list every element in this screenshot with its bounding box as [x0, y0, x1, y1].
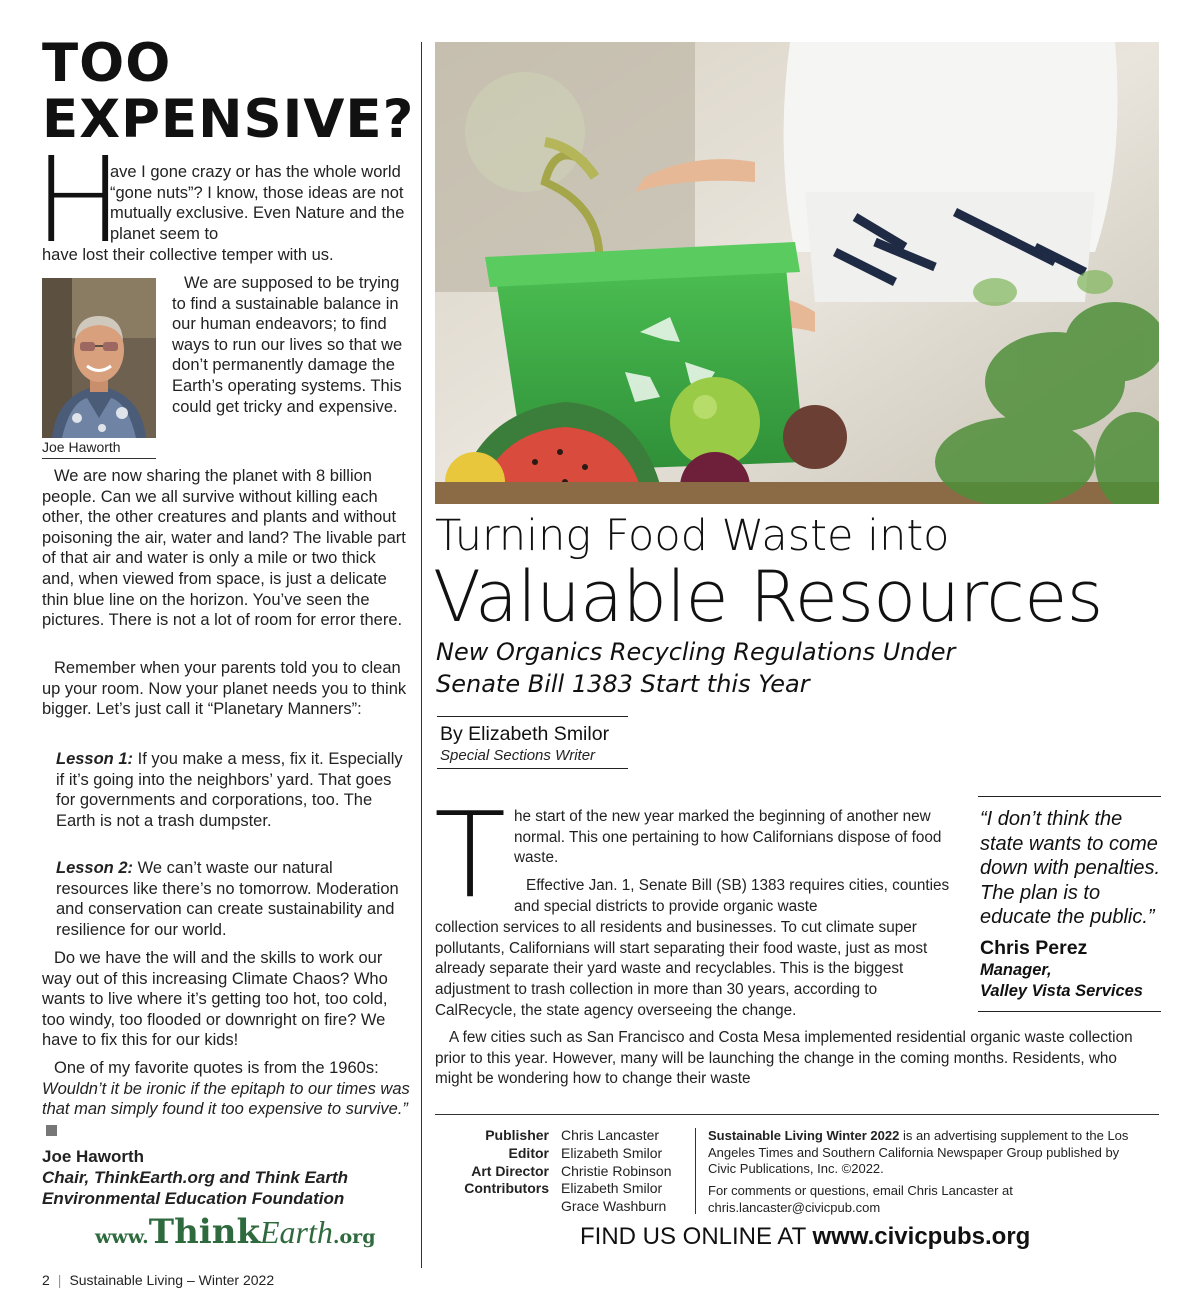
supplement-title: Sustainable Living Winter 2022 [708, 1128, 900, 1143]
masthead-label: Publisher [485, 1127, 549, 1143]
subheadline-line: New Organics Recycling Regulations Under [436, 638, 956, 666]
intro-paragraph-tail: have lost their collective temper with us. [42, 246, 334, 264]
website-link[interactable]: www.civicpubs.org [812, 1223, 1031, 1250]
page-footer [42, 1271, 274, 1289]
masthead-row [435, 1180, 696, 1198]
publication-name: Sustainable Living – Winter 2022 [69, 1272, 275, 1288]
pull-quote-role [980, 960, 1161, 1003]
article-paragraph-tail: collection services to all residents and businesses. To cut climate super pollutants, Californians will start separating their food waste, just as most already separate their yard waste and recyclables. This is the biggest adjustment to trash collection in more than 30 years, according to CalRecycle, the state agency overseeing the change. [435, 919, 928, 1019]
masthead-row [435, 1127, 696, 1145]
pull-quote [978, 796, 1161, 1012]
supplement-notice [708, 1128, 1138, 1178]
pull-quote-role-line: Valley Vista Services [980, 982, 1143, 1000]
masthead-row [435, 1145, 696, 1163]
paragraph: We are now sharing the planet with 8 billion people. Can we all survive without killing each other, the other creatures and plants and without poisoning the air, water and land? The livable part of that air and water is only a mile or two thick and, when viewed from space, is just a delicate thin blue line on the horizon. You’ve seen the pictures. There is not a lot of room for error there. [42, 467, 406, 630]
masthead-label: Art Director [471, 1162, 549, 1179]
article-paragraph: A few cities such as San Francisco and Costa Mesa implemented residential organic waste collection prior to this year. However, many will be launching the change in the coming months. Residents, who might be wondering how to change their waste [435, 1029, 1133, 1088]
masthead-value: Elizabeth Smilor [561, 1180, 663, 1197]
masthead-label [435, 1198, 561, 1216]
dropcap: T [434, 786, 507, 924]
quote-lead: One of my favorite quotes is from the 1960s: [54, 1059, 379, 1077]
footer-rule [435, 1114, 1159, 1115]
footer-separator: | [57, 1272, 62, 1288]
lesson-2 [56, 858, 406, 940]
page-number: 2 [42, 1272, 50, 1288]
subheadline-line: Senate Bill 1383 Start this Year [436, 670, 810, 698]
pull-quote-text: “I don’t think the state wants to come down with penalties. The plan is to educate the public.” [980, 808, 1161, 928]
subheadline [436, 636, 955, 700]
article-paragraph: he start of the new year marked the beginning of another new normal. This one pertaining to how Californians dispose of food waste. [514, 808, 942, 867]
photo-caption: Joe Haworth [42, 438, 156, 459]
byline-name: By Elizabeth Smilor [440, 723, 610, 745]
logo-www: www. [95, 1226, 149, 1248]
signature-name: Joe Haworth [42, 1147, 145, 1166]
online-lead: FIND US ONLINE AT [580, 1223, 813, 1250]
intro-paragraph: ave I gone crazy or has the whole world “gone nuts”? I know, those ideas are not mutually exclusive. Even Nature and the planet seem to [110, 163, 405, 243]
author-photo [42, 278, 156, 438]
pull-quote-role-line: Manager, [980, 960, 1052, 979]
logo-earth: Earth [260, 1214, 333, 1250]
lesson-text: We can’t waste our natural resources like there’s no tomorrow. Moderation and conservation can create sustainability and resilience for our world. [56, 859, 399, 939]
masthead-value: Elizabeth Smilor [561, 1144, 663, 1161]
signature-role: Chair, ThinkEarth.org and Think Earth [42, 1168, 349, 1187]
signature-role: Environmental Education Foundation [42, 1189, 345, 1208]
masthead [435, 1127, 696, 1216]
epitaph-quote: Wouldn’t it be ironic if the epitaph to our times was that man simply found it too expensive to survive.” [42, 1079, 410, 1119]
paragraph: Do we have the will and the skills to work our way out of this increasing Climate Chaos? Who wants to live where it’s getting too hot, too cold, too windy, too flooded or downright on fire? We have to fix this for our kids! [42, 949, 388, 1050]
supplement-text: is an advertising supplement to the Los Angeles Times and Southern California Newspaper Group published by Civic Publications, Inc. ©2022. [708, 1128, 1129, 1176]
logo-org: .org [332, 1226, 376, 1248]
masthead-value: Christie Robinson [561, 1162, 672, 1179]
masthead-divider [695, 1128, 696, 1214]
pull-quote-name: Chris Perez [980, 936, 1088, 959]
closing-paragraph [42, 1058, 412, 1140]
byline [437, 716, 628, 769]
hero-photo [435, 42, 1159, 504]
article-paragraph: Effective Jan. 1, Senate Bill (SB) 1383 requires cities, counties and special districts to provide organic waste [514, 877, 950, 915]
headline: Valuable Resources [433, 556, 1103, 638]
lesson-1 [56, 749, 406, 831]
thinkearth-logo[interactable] [95, 1212, 375, 1252]
masthead-value: Grace Washburn [561, 1198, 667, 1215]
lesson-label: Lesson 2: [56, 859, 134, 877]
contact-info[interactable]: For comments or questions, email Chris Lancaster at chris.lancaster@civicpub.com [708, 1183, 1013, 1215]
masthead-row [435, 1198, 696, 1216]
masthead-label: Editor [508, 1144, 549, 1161]
masthead-label: Contributors [464, 1180, 549, 1197]
headline-kicker: Turning Food Waste into [435, 511, 950, 561]
byline-role: Special Sections Writer [440, 747, 596, 764]
masthead-value: Chris Lancaster [561, 1127, 660, 1143]
masthead-row [435, 1163, 696, 1181]
lesson-label: Lesson 1: [56, 750, 134, 768]
column-title: TOO EXPENSIVE? [42, 33, 415, 150]
paragraph: We are supposed to be trying to find a sustainable balance in our human endeavors; to find ways to run our lives so that we don’t permanently damage the Earth’s operating systems. This could get tricky and expensive. [172, 274, 403, 416]
end-mark-icon [46, 1125, 57, 1136]
dropcap: H [34, 131, 123, 269]
logo-think: Think [148, 1212, 260, 1252]
paragraph: Remember when your parents told you to clean up your room. Now your planet needs you to think bigger. Let’s just call it “Planetary Manners”: [42, 659, 407, 719]
lesson-text: If you make a mess, fix it. Especially if it’s going into the neighbors’ yard. That goes for governments and corporations, too. The Earth is not a trash dumpster. [56, 750, 403, 830]
online-banner [580, 1222, 1030, 1252]
column-divider [421, 42, 422, 1268]
